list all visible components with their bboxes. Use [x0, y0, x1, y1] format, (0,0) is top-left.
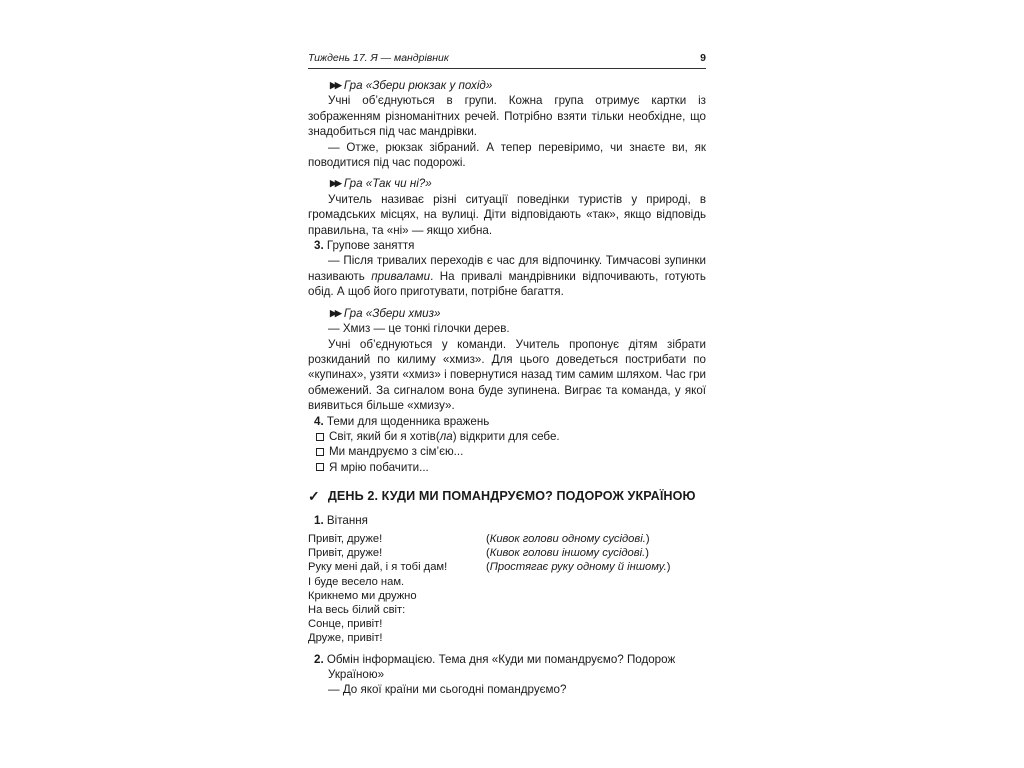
document-page [308, 52, 706, 698]
stage-direction [486, 589, 706, 603]
stage-direction [486, 603, 706, 617]
paragraph: — Хмиз — це тонкі гілочки дерев. [328, 322, 510, 336]
paragraph: — Отже, рюкзак зібраний. А тепер перевіримо, чи знаєте ви, як поводитися під час подорожі. [308, 140, 706, 170]
greeting-poem [308, 532, 706, 646]
list-text: Ми мандруємо з сім’єю... [329, 445, 464, 459]
section-number: 1. [314, 513, 324, 527]
square-bullet-icon [316, 448, 324, 456]
stage-direction [486, 631, 706, 645]
poem-line: Руку мені дай, і я тобі дам! [308, 561, 448, 574]
paragraph [308, 253, 706, 299]
poem-line: Привіт, друже! [308, 532, 383, 545]
poem-line: На весь білий світ: [308, 603, 406, 616]
paragraph: Учитель називає різні ситуації поведінки туристів у природі, в громадських місцях, на вулиці. Діти відповідають «так», якщо відповідь правильна, та «ні» — якщо хибна. [308, 192, 706, 237]
double-arrow-icon: ▶▶ [330, 307, 340, 318]
page-number: 9 [700, 52, 706, 64]
double-arrow-icon: ▶▶ [330, 178, 340, 189]
checkmark-icon: ✓ [308, 488, 320, 505]
running-header [308, 52, 706, 69]
stage-direction: (Простягає руку одному й іншому.) [486, 561, 671, 574]
paragraph: Учні об’єднуються у команди. Учитель пропонує дітям зібрати розкиданий по килиму «хмиз». Для цього доведеться пострибати по «купинах», узяти «хмиз» і повернутися назад тим самим шляхом. Час гри обмежений. За сигналом вона буде зупинена. Виграє та команда, у якої виявиться більше «хмизу». [308, 337, 706, 413]
text-run: . На привалі мандрівники відпочивають, готують обід. А щоб його приготувати, потрібне багаття. [308, 269, 706, 299]
list-text: Я мрію побачити... [329, 460, 429, 474]
game-heading [330, 176, 706, 191]
paragraph: — До якої країни ми сьогодні помандруємо? [328, 683, 567, 697]
text-run: Світ, який би я хотів( [329, 429, 440, 443]
list-item [308, 460, 706, 475]
list-text [329, 429, 560, 444]
game-title: Гра «Збери рюкзак у похід» [343, 79, 493, 92]
header-title: Тиждень 17. Я — мандрівник [308, 52, 449, 64]
game-heading [330, 306, 706, 321]
emphasis: привалами [371, 269, 431, 283]
double-arrow-icon: ▶▶ [330, 80, 340, 90]
section-heading [308, 238, 706, 253]
section-number: 2. [314, 652, 324, 666]
game-title: Гра «Збери хмиз» [343, 306, 441, 320]
square-bullet-icon [316, 463, 324, 471]
section-label: Вітання [326, 513, 368, 527]
game-heading [330, 78, 706, 93]
day-heading [308, 489, 706, 504]
section-number: 4. [314, 414, 324, 428]
stage-direction-text: Кивок голови іншому сусідові. [489, 547, 646, 560]
list-item [308, 429, 706, 444]
paragraph [308, 652, 706, 683]
poem-line: Крикнемо ми дружно [308, 589, 417, 602]
poem-line: Сонце, привіт! [308, 618, 383, 631]
stage-direction [486, 575, 706, 589]
section-number: 3. [314, 239, 324, 253]
text-run: — Після тривалих переходів є час для відпочинку. Тимчасові зупинки називають [308, 254, 706, 283]
section-heading [308, 414, 706, 429]
list-item [308, 444, 706, 459]
text-run: ) відкрити для себе. [452, 429, 560, 443]
game-title: Гра «Так чи ні?» [343, 177, 432, 191]
section-label: Теми для щоденника вражень [326, 414, 490, 428]
section-label: Обмін інформацією. Тема дня «Куди ми помандруємо? Подорож Україною» [326, 652, 676, 681]
day-title: ДЕНЬ 2. КУДИ МИ ПОМАНДРУЄМО? ПОДОРОЖ УКРАЇНОЮ [327, 489, 696, 504]
square-bullet-icon [316, 433, 324, 441]
poem-line: І буде весело нам. [308, 575, 405, 588]
stage-direction [486, 617, 706, 631]
poem-line: Привіт, друже! [308, 547, 383, 560]
stage-direction-text: Кивок голови одному сусідові. [489, 532, 646, 545]
stage-direction: (Кивок голови іншому сусідові.) [486, 547, 649, 560]
stage-direction-text: Простягає руку одному й іншому. [489, 561, 667, 574]
emphasis: ла [439, 429, 453, 443]
section-label: Групове заняття [326, 239, 415, 253]
poem-line: Друже, привіт! [308, 632, 383, 645]
section-heading [308, 513, 706, 528]
paragraph: Учні об’єднуються в групи. Кожна група отримує картки із зображенням різноманітних речей. Потрібно взяти тільки необхідне, що знадобиться під час мандрівки. [308, 94, 706, 139]
stage-direction: (Кивок голови одному сусідові.) [486, 532, 650, 545]
